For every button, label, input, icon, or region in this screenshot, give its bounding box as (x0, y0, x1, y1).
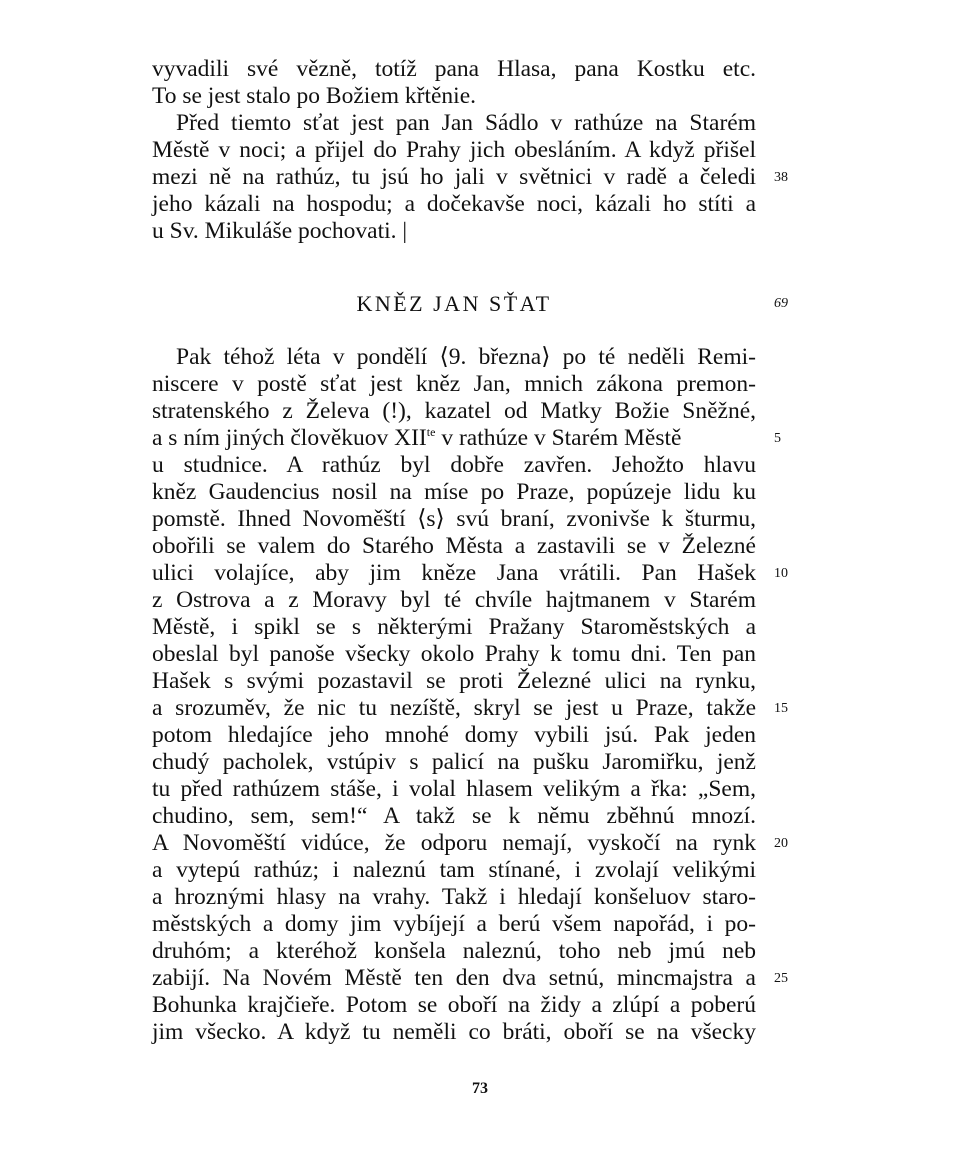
text-line: jeho kázali na hospodu; a dočekavše noci, kázali ho stíti a (152, 191, 756, 217)
text-line: potom hledajíce jeho mnohé domy vybili jsú. Pak jeden (152, 722, 756, 748)
text-line: pomstě. Ihned Novoměští ⟨s⟩ svú braní, zvonivše k šturmu, (152, 506, 756, 532)
text-line: Bohunka krajčieře. Potom se oboří na židy a zlúpí a poberú (152, 992, 756, 1018)
text-line: u Sv. Mikuláše pochovati. | (152, 218, 408, 244)
margin-page-reference: 69 (774, 296, 788, 311)
text-line: chudý pacholek, vstúpiv s palicí na pušku Jaromiřku, jenž (152, 749, 756, 775)
text-segment: v rathúze v Starém Městě (435, 425, 682, 451)
section-heading: KNĚZ JAN SŤAT (356, 291, 552, 316)
text-line: z Ostrova a z Moravy byl té chvíle hajtmanem v Starém (152, 587, 756, 613)
text-line: a hroznými hlasy na vrahy. Takž i hledají konšeluov staro- (152, 884, 756, 910)
text-line: vyvadili své vězně, totíž pana Hlasa, pana Kostku etc. (152, 56, 756, 82)
text-line: a srozuměv, že nic tu nezíště, skryl se jest u Praze, takže (152, 695, 756, 721)
margin-line-number: 25 (774, 971, 788, 986)
text-line: stratenského z Želeva (!), kazatel od Matky Božie Sněžné, (152, 398, 756, 424)
margin-line-number: 20 (774, 836, 788, 851)
superscript: te (426, 425, 436, 439)
text-line: chudino, sem, sem!“ A takž se k němu zběhnú mnozí. (152, 803, 756, 829)
text-line: tu před rathúzem stáše, i volal hlasem velikým a řka: „Sem, (152, 776, 756, 802)
text-line: mezi ně na rathúz, tu jsú ho jali v světnici v radě a čeledi (152, 164, 756, 190)
text-line: Pak téhož léta v pondělí ⟨9. března⟩ po té neděli Remi- (176, 344, 756, 370)
text-line: Městě, i spikl se s některými Pražany Staroměstských a (152, 614, 756, 640)
text-line: obořili se valem do Starého Města a zastavili se v Železné (152, 533, 756, 559)
text-line: a vytepú rathúz; i naleznú tam stínané, i zvolají velikými (152, 857, 756, 883)
text-line (152, 425, 756, 452)
page-number: 73 (472, 1080, 488, 1097)
margin-line-number: 15 (774, 701, 788, 716)
text-line: u studnice. A rathúz byl dobře zavřen. Jehožto hlavu (152, 452, 756, 478)
text-line: druhóm; a kteréhož konšela naleznú, toho neb jmú neb (152, 938, 756, 964)
margin-line-number: 10 (774, 566, 788, 581)
text-line: zabijí. Na Novém Městě ten den dva setnú, mincmajstra a (152, 965, 756, 991)
text-line: městských a domy jim vybíjejí a berú všem napořád, i po- (152, 911, 756, 937)
margin-line-number: 38 (774, 170, 788, 185)
margin-line-number: 5 (774, 431, 781, 446)
text-line: A Novoměští vidúce, že odporu nemají, vyskočí na rynk (152, 830, 756, 856)
text-segment: a s ním jiných člověkuov XII (152, 425, 427, 451)
text-line: jim všecko. A když tu neměli co bráti, oboří se na všecky (152, 1019, 756, 1045)
text-line: obeslal byl panoše všecky okolo Prahy k tomu dni. Ten pan (152, 641, 756, 667)
text-line: Hašek s svými pozastavil se proti Železné ulici na rynku, (152, 668, 756, 694)
text-line: To se jest stalo po Božiem křtěnie. (152, 83, 477, 109)
text-line: niscere v postě sťat jest kněz Jan, mnich zákona premon- (152, 371, 756, 397)
text-line: ulici volajíce, aby jim kněze Jana vrátili. Pan Hašek (152, 560, 756, 586)
text-line: Před tiemto sťat jest pan Jan Sádlo v rathúze na Starém (176, 110, 756, 136)
text-line: kněz Gaudencius nosil na míse po Praze, popúzeje lidu ku (152, 479, 756, 505)
text-line: Městě v noci; a přijel do Prahy jich obesláním. A když přišel (152, 137, 756, 163)
